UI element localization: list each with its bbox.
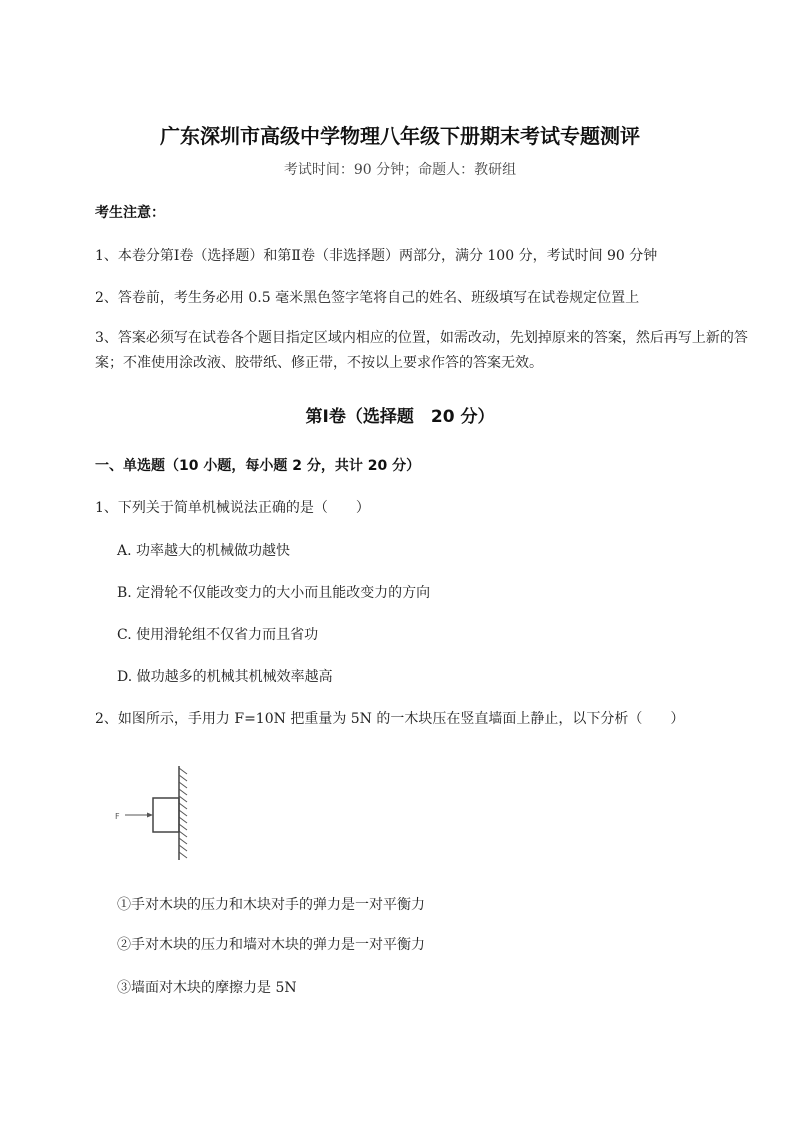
notice-item: 1、本卷分第Ⅰ卷（选择题）和第Ⅱ卷（非选择题）两部分，满分 100 分，考试时间 90 分钟 <box>95 248 658 264</box>
part-heading: 一、单选题（10 小题，每小题 2 分，共计 20 分） <box>95 458 421 474</box>
notice-item: 2、答卷前，考生务必用 0.5 毫米黑色签字笔将自己的姓名、班级填写在试卷规定位置上 <box>95 290 640 306</box>
statement: ③墙面对木块的摩擦力是 5N <box>117 980 297 996</box>
statement: ①手对木块的压力和木块对手的弹力是一对平衡力 <box>117 897 425 913</box>
section-heading: 第Ⅰ卷（选择题 20 分） <box>305 407 495 427</box>
option-a: A. 功率越大的机械做功越快 <box>117 543 291 559</box>
question-stem: 1、下列关于简单机械说法正确的是（ ） <box>95 500 370 516</box>
question-stem: 2、如图所示，手用力 F=10N 把重量为 5N 的一木块压在竖直墙面上静止，以下分析（ ） <box>95 711 685 727</box>
notice-label: 考生注意： <box>95 205 165 221</box>
option-c: C. 使用滑轮组不仅省力而且省功 <box>117 627 319 643</box>
subtitle: 考试时间：90 分钟；命题人：教研组 <box>283 162 517 178</box>
force-diagram <box>110 760 200 865</box>
notice-item: 3、答案必须写在试卷各个题目指定区域内相应的位置，如需改动，先划掉原来的答案，然后再写上新的答案；不准使用涂改液、胶带纸、修正带，不按以上要求作答的答案无效。 <box>95 330 748 371</box>
option-b: B. 定滑轮不仅能改变力的大小而且能改变力的方向 <box>117 585 431 601</box>
force-label: F <box>115 812 120 821</box>
page-title: 广东深圳市高级中学物理八年级下册期末考试专题测评 <box>160 124 640 148</box>
statement: ②手对木块的压力和墙对木块的弹力是一对平衡力 <box>117 937 425 953</box>
option-d: D. 做功越多的机械其机械效率越高 <box>117 669 333 685</box>
